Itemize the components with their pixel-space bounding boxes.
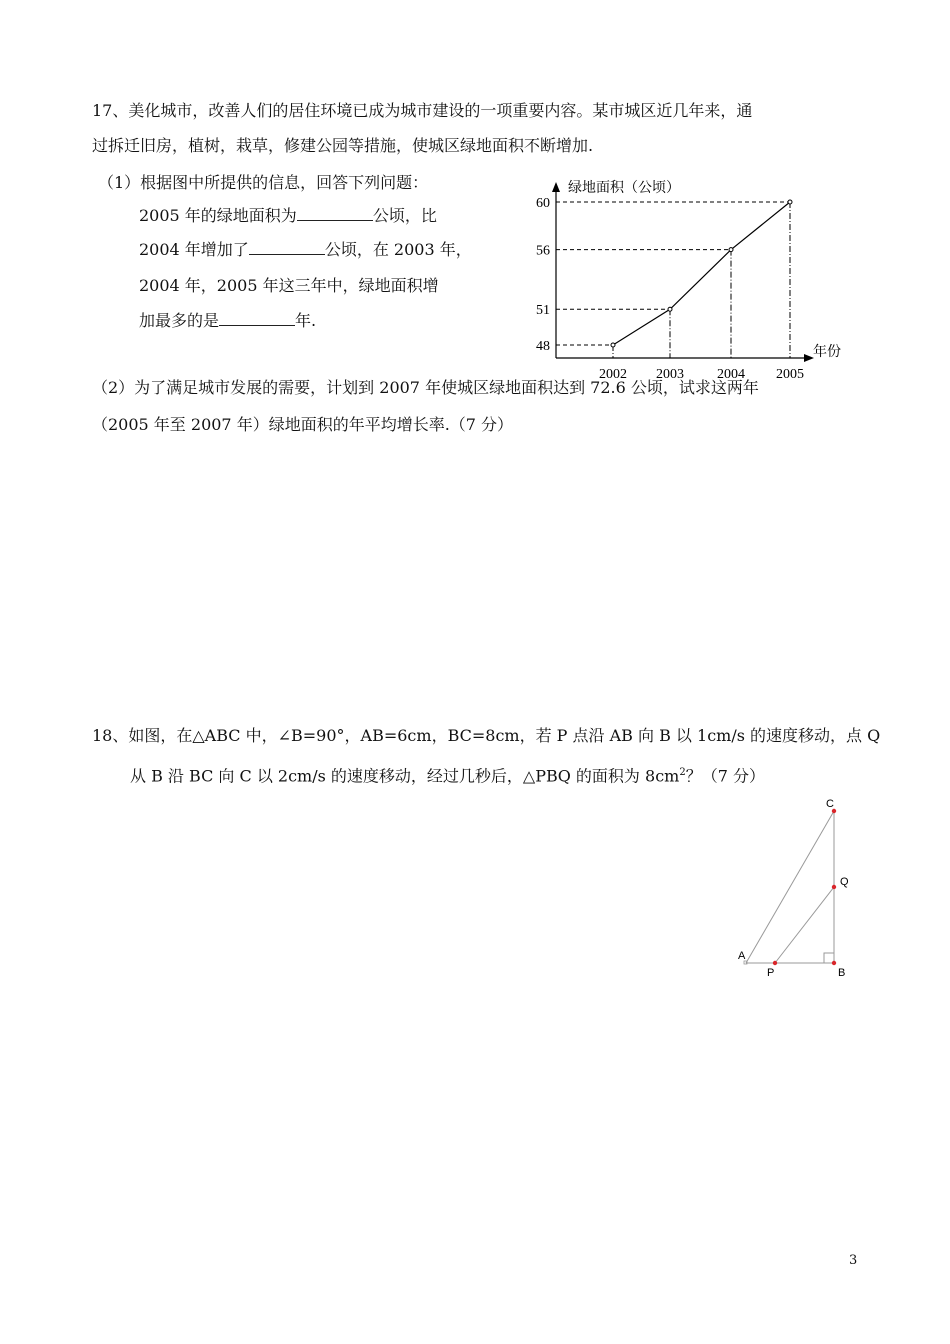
point-q	[832, 885, 836, 889]
label-b: B	[838, 967, 846, 979]
q17-stem-line1: 17、美化城市，改善人们的居住环境已成为城市建设的一项重要内容。某市城区近几年来，通	[92, 101, 753, 120]
data-point-2003	[668, 307, 672, 311]
q17-part2-line2: （2005 年至 2007 年）绿地面积的年平均增长率.（7 分）	[92, 415, 514, 434]
data-point-2005	[788, 200, 792, 204]
x-tick-2003: 2003	[656, 367, 684, 380]
series-line	[613, 202, 790, 345]
data-point-2002	[611, 343, 615, 347]
green-area-line-chart	[520, 170, 860, 380]
label-q: Q	[840, 876, 849, 888]
y-tick-51: 51	[536, 303, 550, 319]
q17-stem-line2: 过拆迁旧房，植树，栽草，修建公园等措施，使城区绿地面积不断增加.	[92, 136, 594, 155]
point-p	[773, 961, 777, 965]
triangle-figure	[730, 795, 870, 990]
data-point-2004	[729, 248, 733, 252]
q17-part1-line5: 加最多的是 年.	[139, 311, 317, 330]
y-axis-arrow	[552, 182, 560, 192]
x-axis-label: 年份	[813, 345, 841, 360]
y-tick-48: 48	[536, 339, 550, 354]
blank-1	[297, 206, 373, 221]
label-c: C	[826, 798, 834, 810]
point-b	[832, 961, 836, 965]
x-tick-2004: 2004	[717, 367, 745, 380]
page-number: 3	[849, 1253, 858, 1268]
y-tick-56: 56	[536, 243, 550, 259]
q17-part1-line4: 2004 年，2005 年这三年中，绿地面积增	[139, 276, 439, 295]
y-axis-label: 绿地面积（公顷）	[568, 181, 680, 196]
side-ac	[746, 811, 834, 963]
q17-part1-line1: （1）根据图中所提供的信息，回答下列问题：	[98, 173, 429, 192]
q18-line2: 从 B 沿 BC 向 C 以 2cm/s 的速度移动，经过几秒后，△PBQ 的面积为 $8cm^2$？（7 分）	[130, 766, 765, 786]
y-tick-60: 60	[536, 195, 550, 211]
blank-2	[249, 240, 325, 255]
x-tick-2005: 2005	[776, 367, 804, 380]
blank-3	[219, 311, 295, 326]
label-a: A	[738, 950, 746, 962]
x-tick-2002: 2002	[599, 367, 627, 380]
q18-line1: 18、如图，在△ABC 中，∠B=90°，AB=6cm，BC=8cm，若 P 点沿 AB 向 B 以 1cm/s 的速度移动，点 Q	[92, 726, 881, 745]
q17-part2-line1: （2）为了满足城市发展的需要，计划到 2007 年使城区绿地面积达到 72.6 公顷，试求这两年	[92, 378, 759, 397]
label-p: P	[767, 967, 775, 979]
q17-part1-line2: 2005 年的绿地面积为 公顷，比	[139, 206, 437, 225]
q17-part1-line3: 2004 年增加了 公顷，在 2003 年，	[139, 240, 472, 259]
